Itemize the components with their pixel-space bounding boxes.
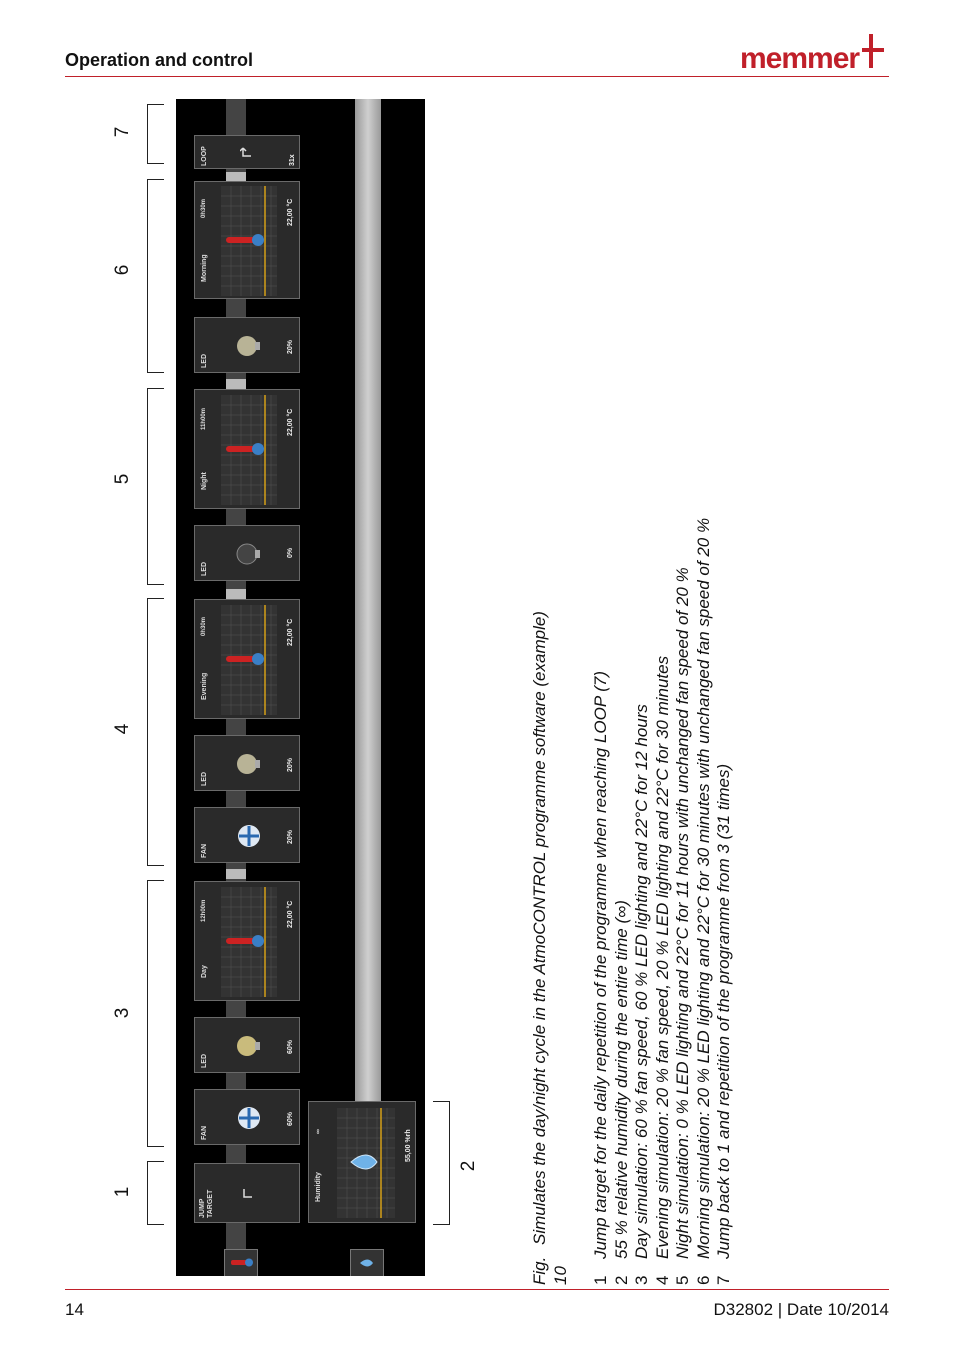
svg-text:memmer: memmer: [740, 42, 860, 72]
led-bulb-icon: [235, 1033, 261, 1059]
tile-led-day[interactable]: LED 60%: [194, 1017, 300, 1073]
figure-label: Fig. 10: [530, 1256, 570, 1285]
temperature-graph-icon: [221, 395, 277, 505]
loop-icon: [240, 145, 254, 159]
document-id: D32802 | Date 10/2014: [713, 1300, 889, 1319]
tile-morning[interactable]: Morning 0h30m 22,00 °C: [194, 181, 300, 299]
header-rule: [65, 76, 889, 77]
temperature-graph-icon: [221, 605, 277, 715]
fan-icon: [237, 1106, 261, 1130]
humidity-rail: [355, 99, 381, 1194]
tile-humidity[interactable]: Humidity ∞ 55,00 %rh: [308, 1101, 416, 1223]
led-bulb-icon: [235, 333, 261, 359]
caption-item: 4 Evening simulation: 20 % fan speed, 20 % LED lighting and 22°C for 30 minutes: [652, 655, 672, 1285]
jump-target-icon: [241, 1186, 255, 1200]
led-bulb-icon: [235, 541, 261, 567]
tile-day[interactable]: Day 12h00m 22,00 °C: [194, 881, 300, 1001]
tile-evening[interactable]: Evening 0h30m 22,00 °C: [194, 599, 300, 719]
temperature-graph-icon: [221, 186, 277, 296]
page-number: 14: [65, 1300, 84, 1319]
tile-fan-evening[interactable]: FAN 20%: [194, 807, 300, 863]
caption-item: 2 55 % relative humidity during the entire time (∞): [611, 900, 631, 1285]
section-title: Operation and control: [65, 50, 254, 70]
caption-item: 3 Day simulation: 60 % fan speed, 60 % LED lighting and 22°C for 12 hours: [632, 704, 651, 1285]
memmert-logo: [740, 30, 890, 77]
caption-item: 6 Morning simulation: 20 % LED lighting and 22°C for 30 minutes with unchanged fan speed of 20 %: [693, 517, 713, 1285]
temperature-graph-icon: [221, 887, 277, 997]
tile-night[interactable]: Night 11h00m 22,00 °C: [194, 389, 300, 509]
footer-rule: [65, 1289, 889, 1290]
fan-icon: [237, 824, 261, 848]
tile-jump-target[interactable]: JUMP TARGET: [194, 1163, 300, 1223]
tile-led-night[interactable]: LED 0%: [194, 525, 300, 581]
tile-fan-day[interactable]: FAN 60%: [194, 1089, 300, 1145]
humidity-graph-icon: [337, 1108, 395, 1218]
caption-item: 5 Night simulation: 0 % LED lighting and 22°C for 11 hours with unchanged fan speed of 20 %: [673, 567, 692, 1285]
tile-loop[interactable]: LOOP 31x: [194, 135, 300, 169]
temperature-tab-icon[interactable]: [224, 1249, 258, 1276]
caption-item: 1 Jump target for the daily repetition of the programme when reaching LOOP (7): [591, 670, 610, 1285]
humidity-tab-icon[interactable]: [350, 1249, 384, 1276]
tile-led-evening[interactable]: LED 20%: [194, 735, 300, 791]
atmocontrol-screenshot: [176, 99, 425, 1276]
figure-caption: [530, 385, 735, 1285]
tile-led-morning[interactable]: LED 20%: [194, 317, 300, 373]
caption-item: 7 Jump back to 1 and repetition of the programme from 3 (31 times): [714, 763, 733, 1285]
led-bulb-icon: [235, 751, 261, 777]
figure-text: Simulates the day/night cycle in the AtmoCONTROL programme software (example): [530, 611, 549, 1245]
